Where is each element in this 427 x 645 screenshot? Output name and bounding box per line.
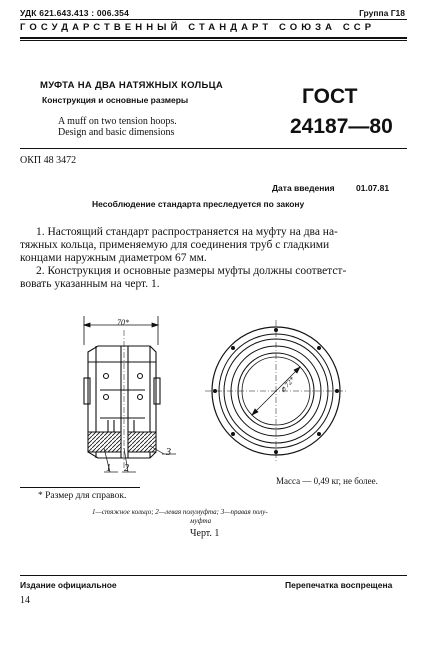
group-code: Группа Г18 [359,8,405,18]
paragraph-2-line1: 2. Конструкция и основные размеры муфты должны соответст- [36,265,347,277]
state-standard-title: ГОСУДАРСТВЕННЫЙ СТАНДАРТ СОЮЗА ССР [20,22,376,33]
footnote-rule [20,487,140,488]
figure-caption: Черт. 1 [190,528,220,539]
dimension-label: 70* [117,318,129,327]
reprint-prohibited-label: Перепечатка воспрещена [285,580,393,590]
effective-date-value: 01.07.81 [356,183,390,193]
gost-number: 24187—80 [290,115,393,138]
paragraph-1-line2: тяжных кольца, применяемую для соединения труб с гладкими [20,239,330,251]
gost-label: ГОСТ [302,85,358,108]
dia-dimension [252,367,300,415]
mass-note: Масса — 0,49 кг, не более. [276,476,378,486]
footnote: * Размер для справок. [38,491,127,501]
paragraph-1-line1: 1. Настоящий стандарт распространяется на муфту на два на- [36,226,338,238]
title-russian: МУФТА НА ДВА НАТЯЖНЫХ КОЛЬЦА [40,80,224,91]
paragraph-2-line2: вовать указанным на черт. 1. [20,278,160,290]
page-number: 14 [20,595,30,606]
udk-code: УДК 621.643.413 : 006.354 [20,8,130,18]
title-english-line2: Design and basic dimensions [58,127,175,138]
front-view [205,320,348,462]
footer-rule [20,575,407,576]
okp-code: ОКП 48 3472 [20,155,77,166]
paragraph-1-line3: концами наружным диаметром 67 мм. [20,252,207,264]
figure-legend-line2: муфта [190,517,212,525]
effective-date-label: Дата введения [272,183,335,193]
subtitle-russian: Конструкция и основные размеры [42,95,189,105]
diameter-label: ⌀ 72* [278,374,297,395]
callout-2: 2 [124,463,129,474]
callout-3: 3 [166,447,171,458]
callout-1: 1 [106,463,111,474]
title-english-line1: A muff on two tension hoops. [58,116,177,127]
figure-legend-line1: 1—стяжное кольцо; 2—левая полумуфта; 3—правая полу- [92,508,268,516]
legal-notice: Несоблюдение стандарта преследуется по закону [92,199,305,209]
official-edition-label: Издание официальное [20,580,117,590]
section-hatch-right [128,432,156,452]
